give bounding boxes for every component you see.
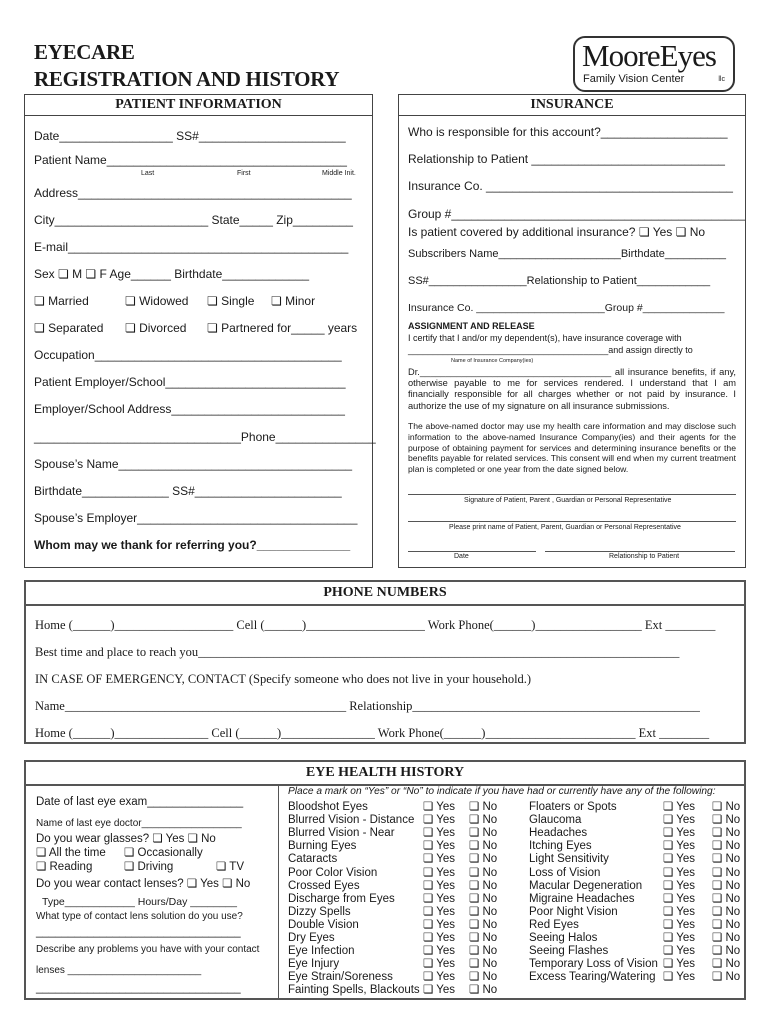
yes-checkbox[interactable]: ❏ Yes [423,945,456,958]
insurance-company-label: Name of Insurance Company(ies) [451,358,534,364]
all-time-checkbox[interactable]: ❏ All the time [36,847,106,859]
yes-checkbox[interactable]: ❏ Yes [423,814,456,827]
yes-checkbox[interactable]: ❏ Yes [663,840,696,853]
no-checkbox[interactable]: ❏ No [712,892,741,905]
spouse-employer-field[interactable]: Spouse’s Employer_________________________________ [34,511,358,525]
date-line[interactable] [408,551,536,552]
eye-condition-label: Glaucoma [529,814,582,827]
no-checkbox[interactable]: ❏ No [469,971,498,984]
signature-label: Signature of Patient, Parent , Guardian or Personal Representative [464,497,672,504]
subscriber-ss-field[interactable]: SS#________________Relationship to Patient____________ [408,275,711,287]
no-checkbox[interactable]: ❏ No [469,945,498,958]
group-field[interactable]: Group #____________________________________________ [408,207,746,221]
sex-age-birthdate-field[interactable]: Sex ❏ M ❏ F Age______ Birthdate_____________ [34,267,310,281]
relationship-line[interactable] [545,551,735,552]
no-checkbox[interactable]: ❏ No [712,918,741,931]
city-state-zip-field[interactable]: City_______________________ State_____ Zip_________ [34,213,353,227]
phone-numbers-section [24,580,746,744]
eye-condition-label: Itching Eyes [529,840,592,853]
no-checkbox[interactable]: ❏ No [712,932,741,944]
yes-checkbox[interactable]: ❏ Yes [423,853,456,866]
yes-checkbox[interactable]: ❏ Yes [663,905,696,918]
print-name-label: Please print name of Patient, Parent, Guardian or Personal Representative [449,524,681,531]
problems-field[interactable]: ________________________________ [36,982,241,994]
patient-name-field[interactable]: Patient Name____________________________________ [34,153,347,167]
yes-checkbox[interactable]: ❏ Yes [663,932,696,944]
assign-directly-text[interactable]: ________________________________________and assign directly to [408,345,693,355]
second-insurance-field[interactable]: Insurance Co. ______________________Group #______________ [408,302,725,314]
print-name-line[interactable] [408,521,736,522]
logo-suffix: llc [718,76,725,83]
eye-condition-label: Eye Infection [288,945,355,958]
yes-checkbox[interactable]: ❏ Yes [423,905,456,918]
no-checkbox[interactable]: ❏ No [712,801,741,813]
married-checkbox[interactable]: ❏ Married [34,294,89,308]
spouse-birthdate-ss-field[interactable]: Birthdate_____________ SS#______________________ [34,484,342,498]
eye-condition-label: Discharge from Eyes [288,892,395,905]
yes-checkbox[interactable]: ❏ Yes [423,932,456,944]
eye-condition-label: Migraine Headaches [529,892,635,905]
no-checkbox[interactable]: ❏ No [712,827,741,840]
no-checkbox[interactable]: ❏ No [712,840,741,853]
yes-checkbox[interactable]: ❏ Yes [423,971,456,984]
certify-text: I certify that I and/or my dependent(s), have insurance coverage with [408,333,682,343]
phone-line-1[interactable]: Home (______)___________________ Cell (______)___________________ Work Phone(______)_________________ Ext ________ [35,618,716,632]
assignment-title: ASSIGNMENT AND RELEASE [408,321,535,331]
eye-condition-label: Macular Degeneration [529,879,643,892]
patient-info-header: PATIENT INFORMATION [25,95,372,116]
yes-checkbox[interactable]: ❏ Yes [663,801,696,813]
patient-info-section [24,94,376,568]
lenses-field[interactable]: lenses ________________________ [36,965,202,976]
yes-checkbox[interactable]: ❏ Yes [423,840,456,853]
eye-condition-label: Headaches [529,827,588,840]
yes-checkbox[interactable]: ❏ Yes [663,879,696,892]
no-checkbox[interactable]: ❏ No [469,958,498,971]
relationship-label: Relationship to Patient [609,553,680,560]
last-exam-field[interactable]: Date of last eye exam_______________ [36,796,244,808]
eye-condition-label: Seeing Flashes [529,945,609,958]
yes-checkbox[interactable]: ❏ Yes [663,866,696,879]
form-title-line2: REGISTRATION AND HISTORY [34,67,340,91]
name-last-label: Last [141,170,155,177]
emergency-phone-line[interactable]: Home (______)_______________ Cell (______)_______________ Work Phone(______)________________________ Ext ________ [35,726,710,740]
insurance-header: INSURANCE [399,95,745,116]
no-checkbox[interactable]: ❏ No [712,958,741,971]
insurance-section [398,94,746,568]
problems-question: Describe any problems you have with your contact [36,944,260,955]
no-checkbox[interactable]: ❏ No [469,840,498,853]
eye-condition-label: Dry Eyes [288,932,335,944]
phone-numbers-header: PHONE NUMBERS [26,582,744,606]
no-checkbox[interactable]: ❏ No [469,879,498,892]
separated-checkbox[interactable]: ❏ Separated [34,321,104,335]
name-first-label: First [237,170,251,177]
solution-question: What type of contact lens solution do you use? [36,911,243,922]
signature-line[interactable] [408,494,736,495]
solution-field[interactable]: ________________________________ [36,926,241,938]
yes-checkbox[interactable]: ❏ Yes [423,892,456,905]
additional-insurance-field[interactable]: Is patient covered by additional insurance? ❏ Yes ❏ No [408,225,706,239]
employer-phone-field[interactable]: _______________________________Phone_______________ [34,430,376,444]
eye-condition-label: Bloodshot Eyes [288,801,368,813]
yes-checkbox[interactable]: ❏ Yes [423,801,456,813]
widowed-checkbox[interactable]: ❏ Widowed [125,294,189,308]
date-label: Date [454,553,469,560]
yes-checkbox[interactable]: ❏ Yes [663,853,696,866]
eye-condition-label: Seeing Halos [529,932,598,944]
no-checkbox[interactable]: ❏ No [712,853,741,866]
emergency-contact-label: IN CASE OF EMERGENCY, CONTACT (Specify someone who does not live in your household.) [35,672,532,686]
no-checkbox[interactable]: ❏ No [469,892,498,905]
relationship-field[interactable]: Relationship to Patient _____________________________ [408,152,725,166]
divorced-checkbox[interactable]: ❏ Divorced [125,321,187,335]
no-checkbox[interactable]: ❏ No [712,971,741,984]
eye-condition-label: Red Eyes [529,918,579,931]
yes-checkbox[interactable]: ❏ Yes [423,879,456,892]
eye-condition-label: Eye Strain/Soreness [288,971,393,984]
eye-condition-label: Temporary Loss of Vision [529,958,658,971]
logo-name: MooreEyes [582,38,716,73]
eye-condition-label: Excess Tearing/Watering [529,971,656,984]
form-title-line1: EYECARE [34,40,135,64]
yes-checkbox[interactable]: ❏ Yes [663,971,696,984]
logo-subtitle: Family Vision Center [583,73,685,85]
best-time-field[interactable]: Best time and place to reach you_____________________________________________________________________________ [35,645,680,659]
yes-checkbox[interactable]: ❏ Yes [663,892,696,905]
eye-condition-label: Blurred Vision - Near [288,827,395,840]
yes-checkbox[interactable]: ❏ Yes [663,958,696,971]
yes-checkbox[interactable]: ❏ Yes [423,958,456,971]
email-field[interactable]: E-mail__________________________________________ [34,240,349,254]
address-field[interactable]: Address_________________________________________ [34,186,352,200]
no-checkbox[interactable]: ❏ No [712,945,741,958]
no-checkbox[interactable]: ❏ No [712,905,741,918]
last-doctor-field[interactable]: Name of last eye doctor__________________ [36,818,242,829]
eye-condition-label: Eye Injury [288,958,340,971]
no-checkbox[interactable]: ❏ No [469,827,498,840]
eye-condition-label: Loss of Vision [529,866,601,879]
no-checkbox[interactable]: ❏ No [469,984,498,997]
yes-checkbox[interactable]: ❏ Yes [663,814,696,827]
eye-condition-label: Burning Eyes [288,840,357,853]
occasionally-checkbox[interactable]: ❏ Occasionally [124,847,203,859]
responsible-field[interactable]: Who is responsible for this account?___________________ [408,125,728,139]
referral-field[interactable]: Whom may we thank for referring you?______________ [34,538,351,552]
yes-checkbox[interactable]: ❏ Yes [663,827,696,840]
emergency-name-field[interactable]: Name_____________________________________________ Relationship______________________________________________ [35,699,700,713]
eye-condition-label: Double Vision [288,918,359,931]
no-checkbox[interactable]: ❏ No [712,814,741,827]
no-checkbox[interactable]: ❏ No [469,866,498,879]
eye-condition-label: Blurred Vision - Distance [288,814,415,827]
no-checkbox[interactable]: ❏ No [469,801,498,813]
no-checkbox[interactable]: ❏ No [469,853,498,866]
consent-text: The above-named doctor may use my health care information and may disclose such information to the above-named Insurance Company(ies) and their agents for the purpose of obtaining payment for services and determining insurance benefits or the benefits payable for related services. This consent will end when my current treatment plan is completed or one year from the date signed below. [408,421,736,475]
glasses-question[interactable]: Do you wear glasses? ❏ Yes ❏ No [36,833,216,845]
eye-condition-label: Fainting Spells, Blackouts [288,984,420,997]
yes-checkbox[interactable]: ❏ Yes [663,918,696,931]
no-checkbox[interactable]: ❏ No [712,879,741,892]
no-checkbox[interactable]: ❏ No [469,932,498,944]
eye-health-section [24,760,746,1000]
single-checkbox[interactable]: ❏ Single [207,294,255,308]
yes-checkbox[interactable]: ❏ Yes [423,866,456,879]
employer-address-field[interactable]: Employer/School Address__________________________ [34,402,345,416]
no-checkbox[interactable]: ❏ No [469,918,498,931]
subscriber-field[interactable]: Subscribers Name____________________Birthdate__________ [408,248,727,260]
eye-health-header: EYE HEALTH HISTORY [26,762,744,786]
contact-type-field[interactable]: Type____________ Hours/Day ________ [42,896,237,908]
no-checkbox[interactable]: ❏ No [712,866,741,879]
tv-checkbox[interactable]: ❏ TV [216,861,244,873]
eye-condition-label: Poor Color Vision [288,866,378,879]
date-ss-field[interactable]: Date_________________ SS#______________________ [34,129,346,143]
eye-condition-label: Cataracts [288,853,338,866]
occupation-field[interactable]: Occupation_____________________________________ [34,348,342,362]
driving-checkbox[interactable]: ❏ Driving [124,861,174,873]
eye-condition-label: Crossed Eyes [288,879,360,892]
name-middle-label: Middle Init. [322,170,356,177]
no-checkbox[interactable]: ❏ No [469,905,498,918]
eye-condition-label: Poor Night Vision [529,905,618,918]
contacts-question[interactable]: Do you wear contact lenses? ❏ Yes ❏ No [36,878,251,890]
eye-instruction: Place a mark on “Yes” or “No” to indicate if you have had or currently have any of the following: [288,786,716,797]
reading-checkbox[interactable]: ❏ Reading [36,861,93,873]
yes-checkbox[interactable]: ❏ Yes [663,945,696,958]
spouse-name-field[interactable]: Spouse’s Name___________________________________ [34,457,353,471]
eye-condition-label: Light Sensitivity [529,853,609,866]
no-checkbox[interactable]: ❏ No [469,814,498,827]
logo [573,36,735,92]
yes-checkbox[interactable]: ❏ Yes [423,918,456,931]
minor-checkbox[interactable]: ❏ Minor [271,294,316,308]
eye-condition-label: Floaters or Spots [529,801,617,813]
partnered-checkbox[interactable]: ❏ Partnered for_____ years [207,321,358,335]
yes-checkbox[interactable]: ❏ Yes [423,984,456,997]
insurance-company-field[interactable]: Insurance Co. _____________________________________ [408,179,733,193]
dr-release-text: Dr._____________________________________ all insurance benefits, if any, otherwise payable to me for services rendered. I understand that I am financially responsible for all charges whether or not paid by insurance. I authorize the use of my signature on all insurance submissions. [408,367,736,411]
employer-field[interactable]: Patient Employer/School___________________________ [34,375,346,389]
eye-condition-label: Dizzy Spells [288,905,351,918]
yes-checkbox[interactable]: ❏ Yes [423,827,456,840]
eye-health-divider [278,784,279,998]
